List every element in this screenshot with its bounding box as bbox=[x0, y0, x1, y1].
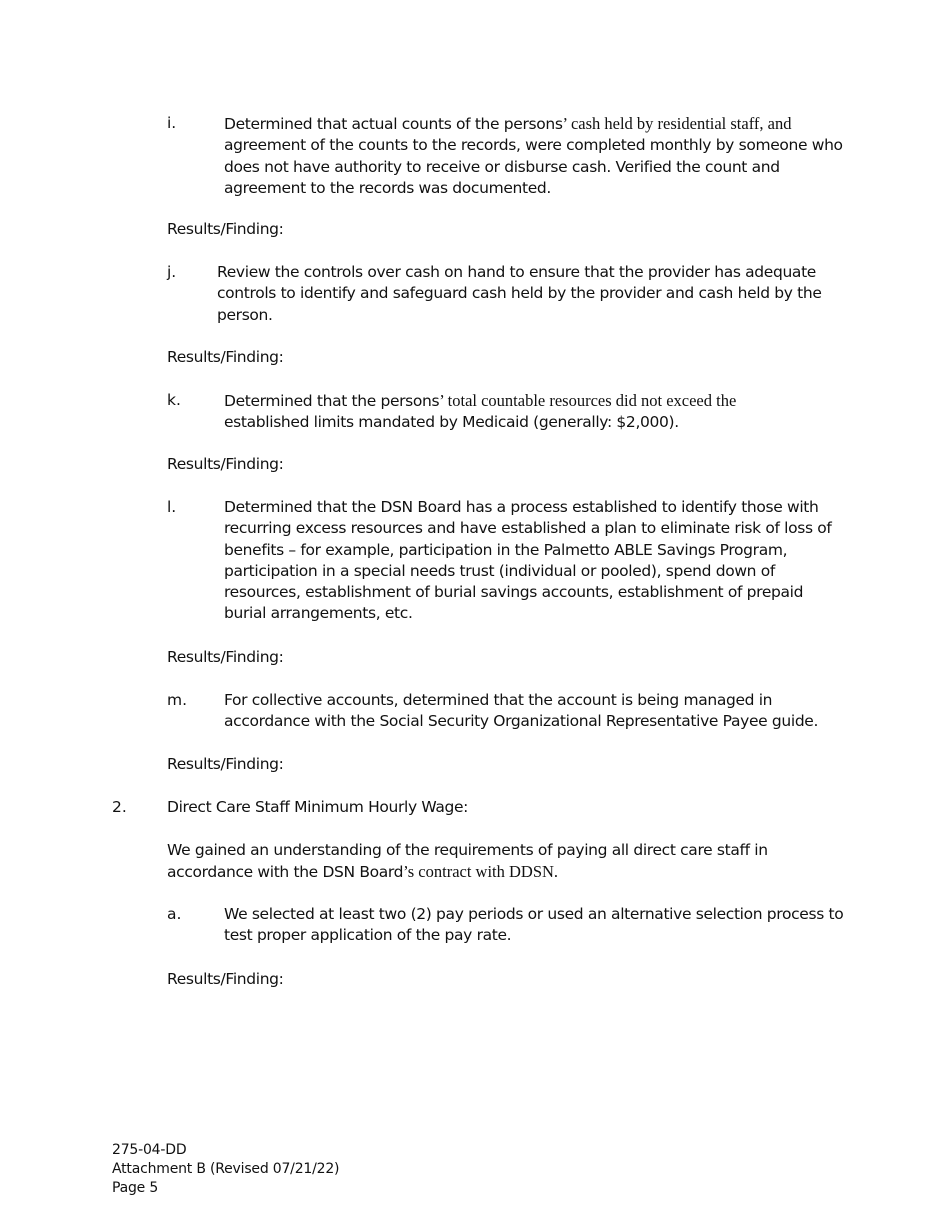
item-k-marker: k. bbox=[167, 391, 181, 409]
item-j-marker: j. bbox=[167, 263, 177, 281]
footer-page-number: Page 5 bbox=[112, 1180, 159, 1196]
section-2-number: 2. bbox=[112, 798, 127, 816]
item-a-marker: a. bbox=[167, 905, 182, 923]
section-2-intro: We gained an understanding of the requirements of paying all direct care staff in accordance with the DSN Board’s contract with DDSN. bbox=[167, 841, 768, 882]
footer-attachment: Attachment B (Revised 07/21/22) bbox=[112, 1161, 340, 1177]
results-finding-m: Results/Finding: bbox=[167, 755, 284, 773]
results-finding-k: Results/Finding: bbox=[167, 455, 284, 473]
item-m-text: For collective accounts, determined that the account is being managed in accordance with the Social Security Organizational Representative Payee guide. bbox=[224, 691, 819, 731]
item-i-marker: i. bbox=[167, 114, 177, 132]
item-k-text: Determined that the persons’ total countable resources did not exceed the established limits mandated by Medicaid (generally: $2,000). bbox=[224, 391, 737, 432]
section-2-title: Direct Care Staff Minimum Hourly Wage: bbox=[167, 798, 469, 816]
item-a-text: We selected at least two (2) pay periods or used an alternative selection process to test proper application of the pay rate. bbox=[224, 905, 844, 945]
item-m-marker: m. bbox=[167, 691, 188, 709]
item-i-text: Determined that actual counts of the persons’ cash held by residential staff, and agreement of the counts to the records, were completed monthly by someone who does not have authority to receive or disburse cash. Verified the count and agreement to the records was documented. bbox=[224, 114, 843, 197]
results-finding-i: Results/Finding: bbox=[167, 220, 284, 238]
results-finding-a: Results/Finding: bbox=[167, 970, 284, 988]
results-finding-j: Results/Finding: bbox=[167, 348, 284, 366]
item-l-marker: l. bbox=[167, 498, 177, 516]
results-finding-l: Results/Finding: bbox=[167, 648, 284, 666]
footer-doc-number: 275-04-DD bbox=[112, 1142, 187, 1158]
page-footer bbox=[112, 1141, 339, 1198]
item-j-text: Review the controls over cash on hand to ensure that the provider has adequate controls to identify and safeguard cash held by the provider and cash held by the person. bbox=[217, 263, 822, 324]
item-l-text: Determined that the DSN Board has a process established to identify those with recurring excess resources and have established a plan to eliminate risk of loss of benefits – for example, participation in the Palmetto ABLE Savings Program, participation in a special needs trust (individual or pooled), spend down of resources, establishment of burial savings accounts, establishment of prepaid burial arrangements, etc. bbox=[224, 498, 832, 623]
